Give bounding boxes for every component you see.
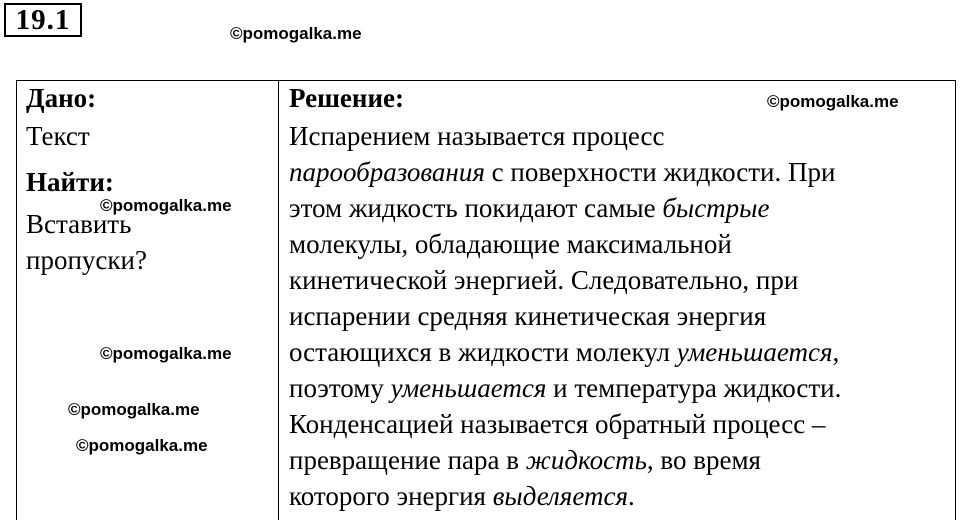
solution-line bbox=[289, 442, 949, 478]
emphasized-term: выделяется bbox=[492, 481, 628, 511]
solution-line bbox=[289, 334, 949, 370]
solution-line bbox=[289, 478, 949, 514]
find-line: пропуски? bbox=[26, 245, 147, 275]
watermark: ©pomogalka.me bbox=[767, 92, 899, 111]
find-line: Вставить bbox=[26, 209, 132, 239]
solution-line bbox=[289, 262, 949, 298]
text-run: этом жидкость покидают самые bbox=[289, 193, 663, 223]
watermark: ©pomogalka.me bbox=[100, 196, 232, 215]
text-run: испарении средняя кинетическая энергия bbox=[289, 301, 767, 331]
solution-line bbox=[289, 118, 949, 154]
solution-line bbox=[289, 298, 949, 334]
text-run: молекулы, обладающие максимальной bbox=[289, 229, 732, 259]
given-text: Текст bbox=[26, 121, 90, 151]
watermark: ©pomogalka.me bbox=[230, 24, 362, 43]
text-run: с поверхности жидкости. При bbox=[484, 157, 836, 187]
find-heading: Найти: bbox=[26, 167, 114, 197]
solution-line bbox=[289, 190, 949, 226]
text-run: Конденсацией называется обратный процесс – bbox=[289, 409, 826, 439]
find-text bbox=[26, 206, 266, 278]
emphasized-term: уменьшается bbox=[390, 373, 547, 403]
text-run: кинетической энергией. Следовательно, при bbox=[289, 265, 799, 295]
text-run: превращение пара в bbox=[289, 445, 526, 475]
given-heading: Дано: bbox=[26, 83, 97, 113]
text-run: поэтому bbox=[289, 373, 391, 403]
text-run: , bbox=[832, 337, 840, 367]
text-run: , во время bbox=[646, 445, 761, 475]
text-run: . bbox=[628, 481, 635, 511]
text-run: Испарением называется процесс bbox=[289, 121, 665, 151]
problem-number: 19.1 bbox=[4, 3, 82, 37]
column-divider bbox=[278, 80, 279, 520]
solution-text bbox=[289, 118, 949, 514]
text-run: остающихся в жидкости молекул bbox=[289, 337, 677, 367]
solution-line bbox=[289, 226, 949, 262]
watermark: ©pomogalka.me bbox=[76, 436, 208, 455]
emphasized-term: жидкость bbox=[525, 445, 647, 475]
emphasized-term: парообразования bbox=[289, 157, 485, 187]
watermark: ©pomogalka.me bbox=[68, 400, 200, 419]
emphasized-term: уменьшается bbox=[676, 337, 833, 367]
emphasized-term: быстрые bbox=[662, 193, 770, 223]
solution-line bbox=[289, 406, 949, 442]
watermark: ©pomogalka.me bbox=[100, 344, 232, 363]
solution-line bbox=[289, 370, 949, 406]
solution-line bbox=[289, 154, 949, 190]
text-run: которого энергия bbox=[289, 481, 493, 511]
solution-heading: Решение: bbox=[289, 83, 404, 113]
text-run: и температура жидкости. bbox=[546, 373, 842, 403]
